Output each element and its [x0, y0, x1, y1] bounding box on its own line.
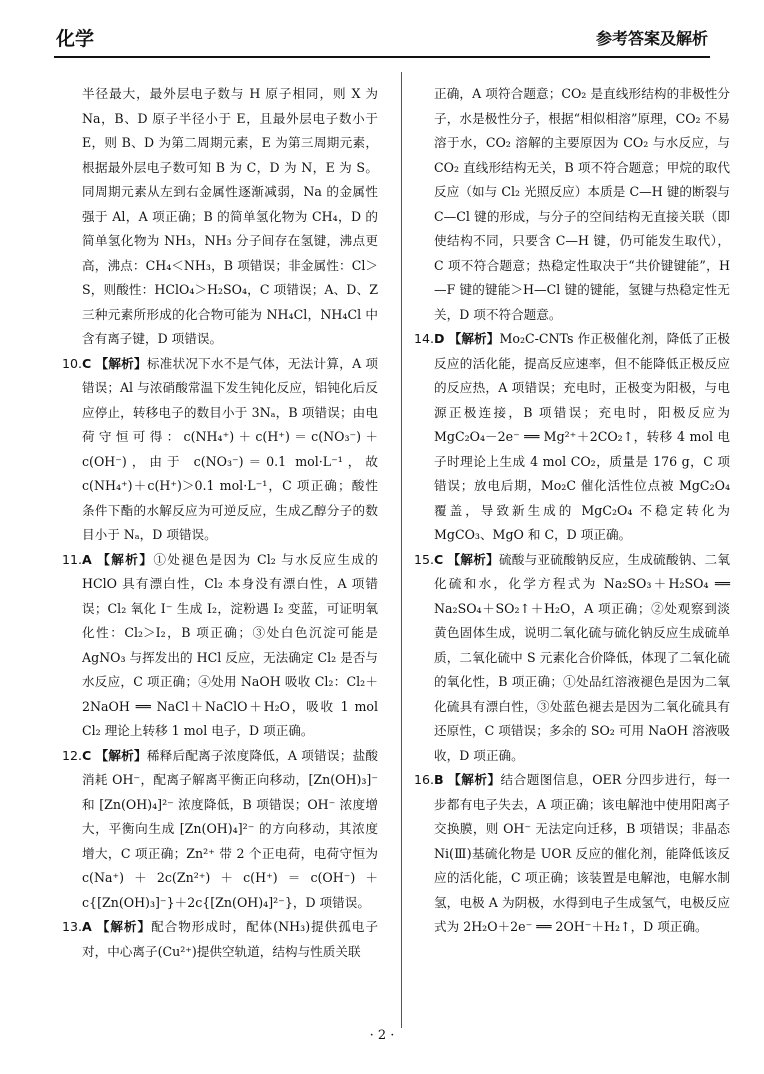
analysis-text: 硫酸与亚硫酸钠反应，生成硫酸钠、二氧化硫和水，化学方程式为 Na₂SO₃＋H₂SO₄ ══ Na₂SO₄＋SO₂↑＋H₂O，A 项正确；②处观察到淡黄色固体生成，说明二氧化硫与硫化钠反应生成硫单质，二氧化硫中 S 元素化合价降低，体现了二氧化硫的氧化性，B 项正确；①处品红溶液褪色是因为二氧化硫具有漂白性，③处蓝色褪去是因为二氧化硫具有还原性，C 项错误；多余的 SO₂ 可用 NaOH 溶液吸收，D 项正确。	[434, 551, 730, 763]
analysis-text: 标准状况下水不是气体，无法计算，A 项错误；Al 与浓硝酸常温下发生钝化反应，铝钝化后反应停止，转移电子的数目小于 3Nₐ，B 项错误；由电荷守恒可得：c(NH₄⁺)＋c(H⁺)＝c(NO₃⁻)＋c(OH⁻)，由于 c(NO₃⁻)＝0.1 mol·L⁻¹，故 c(NH₄⁺)＋c(H⁺)＞0.1 mol·L⁻¹，C 项正确；酸性条件下酯的水解反应为可逆反应，生成乙醇分子的数目小于 Nₐ，D 项错误。	[82, 355, 378, 542]
right-column	[414, 82, 730, 940]
analysis-tag: 【解析】	[97, 551, 154, 567]
analysis-tag: 【解析】	[447, 551, 499, 567]
analysis-tag: 【解析】	[95, 747, 147, 763]
subject-title: 化学	[56, 28, 95, 50]
analysis-tag: 【解析】	[95, 355, 147, 371]
answer-letter: D	[434, 331, 445, 346]
analysis-text: 稀释后配离子浓度降低，A 项错误；盐酸消耗 OH⁻，配离子解离平衡正向移动，[Zn(OH)₃]⁻ 和 [Zn(OH)₄]²⁻ 浓度降低，B 项错误；OH⁻ 浓度增大，平衡向生成 [Zn(OH)₄]²⁻ 的方向移动，其浓度增大，C 项正确；Zn²⁺ 带 2 个正电荷，电荷守恒为 c(Na⁺)＋2c(Zn²⁺)＋c(H⁺)＝c(OH⁻)＋c{[Zn(OH)₃]⁻}＋2c{[Zn(OH)₄]²⁻}，D 项错误。	[82, 747, 378, 910]
answer-letter: C	[82, 355, 92, 371]
analysis-text: 配合物形成时，配体(NH₃)提供孤电子对，中心离子(Cu²⁺)提供空轨道，结构与性质关联	[82, 919, 378, 959]
answer-letter: B	[434, 772, 444, 787]
header-rule	[54, 56, 710, 58]
answer-letter: C	[434, 551, 444, 567]
analysis-text: 结合题图信息，OER 分四步进行，每一步都有电子失去，A 项正确；该电解池中使用阳离子交换膜，则 OH⁻ 无法定向迁移，B 项错误；非晶态 Ni(Ⅲ)基硫化物是 UOR 反应的催化剂，能降低该反应的活化能，C 项正确；该装置是电解池，电解水制氢，电极 A 为阴极，水得到电子生成氢气，电极反应式为 2H₂O＋2e⁻ ══ 2OH⁻＋H₂↑，D 项正确。	[434, 772, 730, 934]
page-header	[54, 20, 710, 56]
answer-item-14: 14.D 【解析】Mo₂C-CNTs 作正极催化剂，降低了正极反应的活化能，提高反应速率，但不能降低正极反应的反应热，A 项错误；充电时，正极变为阳极，与电源正极连接，B 项错误；充电时，阳极反应为 MgC₂O₄－2e⁻ ══ Mg²⁺＋2CO₂↑，转移 4 mol 电子时理论上生成 4 mol CO₂，质量是 176 g，C 项错误；放电后期，Mo₂C 催化活性位点被 MgC₂O₄ 覆盖，导致新生成的 MgC₂O₄ 不稳定转化为 MgCO₃、MgO 和 C，D 项正确。	[414, 331, 730, 542]
section-title: 参考答案及解析	[595, 29, 708, 48]
answer-item-12: 12.C 【解析】稀释后配离子浓度降低，A 项错误；盐酸消耗 OH⁻，配离子解离平衡正向移动，[Zn(OH)₃]⁻ 和 [Zn(OH)₄]²⁻ 浓度降低，B 项错误；OH⁻ 浓度增大，平衡向生成 [Zn(OH)₄]²⁻ 的方向移动，其浓度增大，C 项正确；Zn²⁺ 带 2 个正电荷，电荷守恒为 c(Na⁺)＋2c(Zn²⁺)＋c(H⁺)＝c(OH⁻)＋c{[Zn(OH)₃]⁻}＋2c{[Zn(OH)₄]²⁻}，D 项错误。	[62, 747, 378, 910]
answer-item-10: 10.C 【解析】标准状况下水不是气体，无法计算，A 项错误；Al 与浓硝酸常温下发生钝化反应，铝钝化后反应停止，转移电子的数目小于 3Nₐ，B 项错误；由电荷守恒可得：c(NH₄⁺)＋c(H⁺)＝c(NO₃⁻)＋c(OH⁻)，由于 c(NO₃⁻)＝0.1 mol·L⁻¹，故 c(NH₄⁺)＋c(H⁺)＞0.1 mol·L⁻¹，C 项正确；酸性条件下酯的水解反应为可逆反应，生成乙醇分子的数目小于 Nₐ，D 项错误。	[62, 355, 378, 542]
answer-letter: A	[82, 919, 92, 934]
column-divider	[401, 72, 402, 1028]
analysis-tag: 【解析】	[448, 772, 501, 787]
left-column	[62, 82, 378, 964]
continuation-text: 半径最大，最外层电子数与 H 原子相同，则 X 为 Na，B、D 原子半径小于 E，且最外层电子数小于 E，则 B、D 为第二周期元素，E 为第三周期元素，根据最外层电子数可知 B 为 C，D 为 N，E 为 S。同周期元素从左到右金属性逐渐减弱，Na 的金属性强于 Al，A 项正确；B 的简单氢化物为 CH₄，D 的简单氢化物为 NH₃，NH₃ 分子间存在氢键，沸点更高，沸点：CH₄＜NH₃，B 项错误；非金属性：Cl＞S，则酸性：HClO₄＞H₂SO₄，C 项错误；A、D、Z 三种元素所形成的化合物可能为 NH₄Cl，NH₄Cl 中含有离子键，D 项错误。	[82, 86, 378, 346]
analysis-tag: 【解析】	[448, 331, 500, 346]
continuation-text: 正确，A 项符合题意；CO₂ 是直线形结构的非极性分子，水是极性分子，根据“相似相溶”原理，CO₂ 不易溶于水，CO₂ 溶解的主要原因为 CO₂ 与水反应，与 CO₂ 直线形结构无关，B 项不符合题意；甲烷的取代反应（如与 Cl₂ 光照反应）本质是 C—H 键的断裂与 C—Cl 键的形成，与分子的空间结构无直接关联（即使结构不同，只要含 C—H 键，仍可能发生取代），C 项不符合题意；热稳定性取决于“共价键键能”，H—F 键的键能＞H—Cl 键的键能，氢键与热稳定性无关，D 项不符合题意。	[434, 86, 730, 322]
analysis-text: ①处褪色是因为 Cl₂ 与水反应生成的 HClO 具有漂白性，Cl₂ 本身没有漂白性，A 项错误；Cl₂ 氧化 I⁻ 生成 I₂，淀粉遇 I₂ 变蓝，可证明氧化性：Cl₂＞I₂，B 项正确；③处白色沉淀可能是 AgNO₃ 与挥发出的 HCl 反应，无法确定 Cl₂ 是否与水反应，C 项正确；④处用 NaOH 吸收 Cl₂：Cl₂＋2NaOH ══ NaCl＋NaClO＋H₂O，吸收 1 mol Cl₂ 理论上转移 1 mol 电子，D 项正确。	[82, 551, 379, 738]
answer-letter: A	[82, 551, 92, 567]
answer-item-13: 13.A 【解析】配合物形成时，配体(NH₃)提供孤电子对，中心离子(Cu²⁺)提供空轨道，结构与性质关联	[62, 919, 378, 959]
answer-item-15: 15.C 【解析】硫酸与亚硫酸钠反应，生成硫酸钠、二氧化硫和水，化学方程式为 Na₂SO₃＋H₂SO₄ ══ Na₂SO₄＋SO₂↑＋H₂O，A 项正确；②处观察到淡黄色固体生成，说明二氧化硫与硫化钠反应生成硫单质，二氧化硫中 S 元素化合价降低，体现了二氧化硫的氧化性，B 项正确；①处品红溶液褪色是因为二氧化硫具有漂白性，③处蓝色褪去是因为二氧化硫具有还原性，C 项错误；多余的 SO₂ 可用 NaOH 溶液吸收，D 项正确。	[414, 551, 730, 763]
answer-item-11: 11.A 【解析】①处褪色是因为 Cl₂ 与水反应生成的 HClO 具有漂白性，Cl₂ 本身没有漂白性，A 项错误；Cl₂ 氧化 I⁻ 生成 I₂，淀粉遇 I₂ 变蓝，可证明氧化性：Cl₂＞I₂，B 项正确；③处白色沉淀可能是 AgNO₃ 与挥发出的 HCl 反应，无法确定 Cl₂ 是否与水反应，C 项正确；④处用 NaOH 吸收 Cl₂：Cl₂＋2NaOH ══ NaCl＋NaClO＋H₂O，吸收 1 mol Cl₂ 理论上转移 1 mol 电子，D 项正确。	[62, 551, 379, 738]
answer-item-16: 16.B 【解析】结合题图信息，OER 分四步进行，每一步都有电子失去，A 项正确；该电解池中使用阳离子交换膜，则 OH⁻ 无法定向迁移，B 项错误；非晶态 Ni(Ⅲ)基硫化物是 UOR 反应的催化剂，能降低该反应的活化能，C 项正确；该装置是电解池，电解水制氢，电极 A 为阴极，水得到电子生成氢气，电极反应式为 2H₂O＋2e⁻ ══ 2OH⁻＋H₂↑，D 项正确。	[414, 772, 730, 934]
analysis-tag: 【解析】	[96, 919, 152, 934]
answer-letter: C	[82, 747, 92, 763]
page-number: · 2 ·	[369, 1028, 395, 1043]
analysis-text: Mo₂C-CNTs 作正极催化剂，降低了正极反应的活化能，提高反应速率，但不能降低正极反应的反应热，A 项错误；充电时，正极变为阳极，与电源正极连接，B 项错误；充电时，阳极反应为 MgC₂O₄－2e⁻ ══ Mg²⁺＋2CO₂↑，转移 4 mol 电子时理论上生成 4 mol CO₂，质量是 176 g，C 项错误；放电后期，Mo₂C 催化活性位点被 MgC₂O₄ 覆盖，导致新生成的 MgC₂O₄ 不稳定转化为 MgCO₃、MgO 和 C，D 项正确。	[434, 331, 730, 542]
